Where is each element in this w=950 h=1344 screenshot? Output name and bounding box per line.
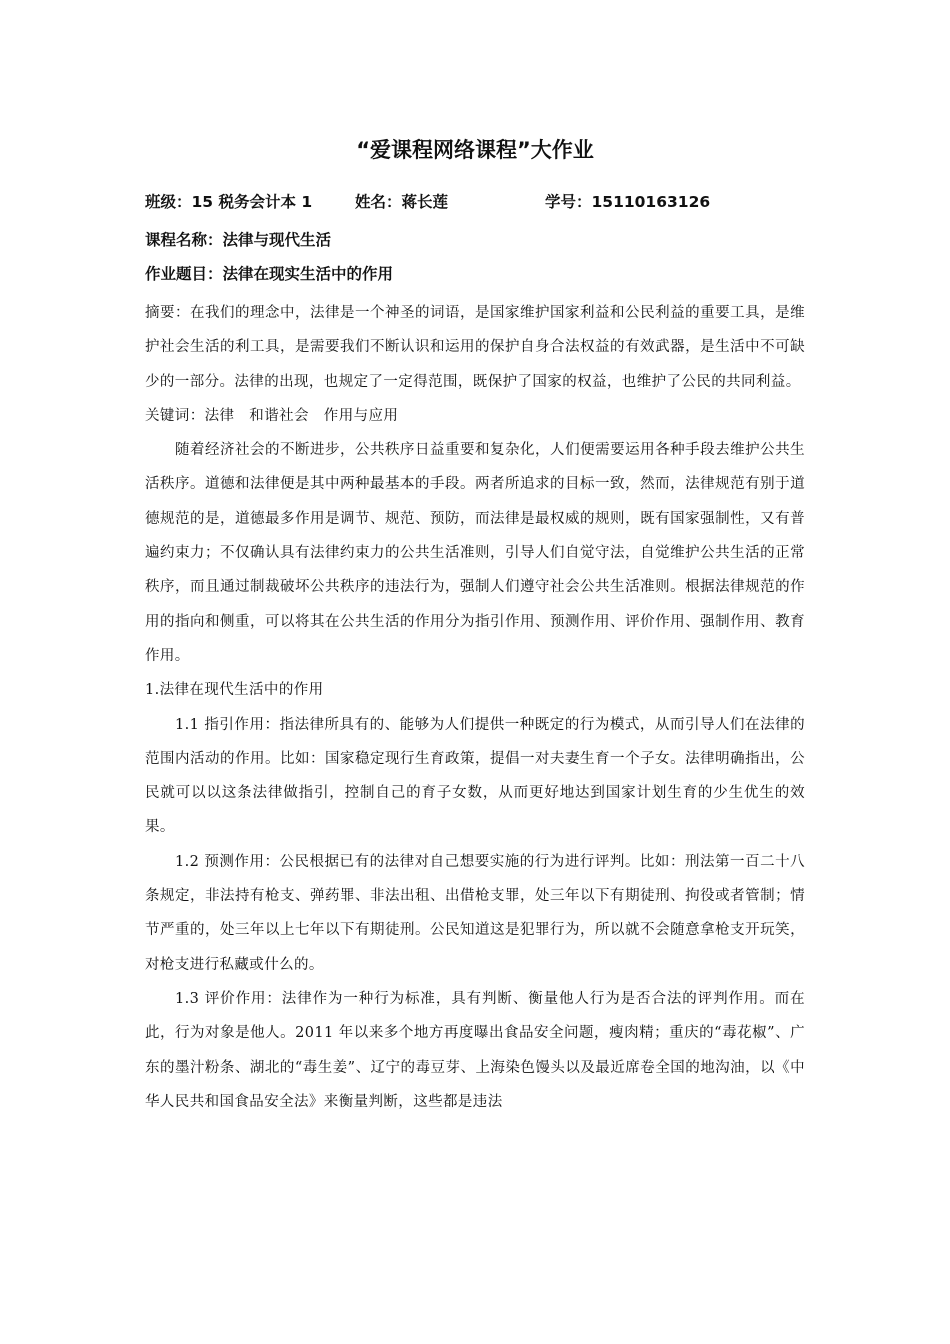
- abstract-paragraph: 摘要：在我们的理念中，法律是一个神圣的词语，是国家维护国家利益和公民利益的重要工具，是维护社会生活的利工具，是需要我们不断认识和运用的保护自身合法权益的有效武器，是生活中不可缺少的一部分。法律的出现，也规定了一定得范围，既保护了国家的权益，也维护了公民的共同利益。: [145, 305, 805, 390]
- student-id-field: 学号：15110163126: [545, 193, 711, 211]
- student-info-line: [145, 190, 710, 214]
- course-name-line: 课程名称：法律与现代生活: [145, 231, 332, 249]
- section-heading: 1.法律在现代生活中的作用: [145, 682, 324, 699]
- paragraph-prediction: 1.2 预测作用：公民根据已有的法律对自己想要实施的行为进行评判。比如：刑法第一百二十八条规定，非法持有枪支、弹药罪、非法出租、出借枪支罪，处三年以下有期徒刑、拘役或者管制；情节严重的，处三年以上七年以下有期徒刑。公民知道这是犯罪行为，所以就不会随意拿枪支开玩笑，对枪支进行私藏或什么的。: [145, 853, 805, 973]
- intro-paragraph: 随着经济社会的不断进步，公共秩序日益重要和复杂化，人们便需要运用各种手段去维护公共生活秩序。道德和法律便是其中两种最基本的手段。两者所追求的目标一致，然而，法律规范有别于道德规范的是，道德最多作用是调节、规范、预防，而法律是最权威的规则，既有国家强制性，又有普遍约束力；不仅确认具有法律约束力的公共生活准则，引导人们自觉守法，自觉维护公共生活的正常秩序，而且通过制裁破坏公共秩序的违法行为，强制人们遵守社会公共生活准则。根据法律规范的作用的指向和侧重，可以将其在公共生活的作用分为指引作用、预测作用、评价作用、强制作用、教育作用。: [145, 442, 805, 664]
- assignment-topic-line: 作业题目：法律在现实生活中的作用: [145, 265, 394, 283]
- document-title: “爱课程网络课程”大作业: [356, 138, 594, 162]
- class-field: 班级：15 税务会计本 1: [145, 193, 313, 211]
- name-field: 姓名：蒋长莲: [355, 193, 449, 211]
- paragraph-guidance: 1.1 指引作用：指法律所具有的、能够为人们提供一种既定的行为模式，从而引导人们在法律的范围内活动的作用。比如：国家稳定现行生育政策，提倡一对夫妻生育一个子女。法律明确指出，公民就可以以这条法律做指引，控制自己的育子女数，从而更好地达到国家计划生育的少生优生的效果。: [145, 716, 805, 836]
- paragraph-evaluation: 1.3 评价作用：法律作为一种行为标准，具有判断、衡量他人行为是否合法的评判作用。而在此，行为对象是他人。2011 年以来多个地方再度曝出食品安全问题，瘦肉精；重庆的“毒花椒”、广东的墨汁粉条、湖北的“毒生姜”、辽宁的毒豆芽、上海染色馒头以及最近席卷全国的地沟油，以《中华人民共和国食品安全法》来衡量判断，这些都是违法: [145, 990, 805, 1110]
- document-body: [145, 296, 805, 1119]
- keywords-line: 关键词：法律 和谐社会 作用与应用: [145, 407, 399, 424]
